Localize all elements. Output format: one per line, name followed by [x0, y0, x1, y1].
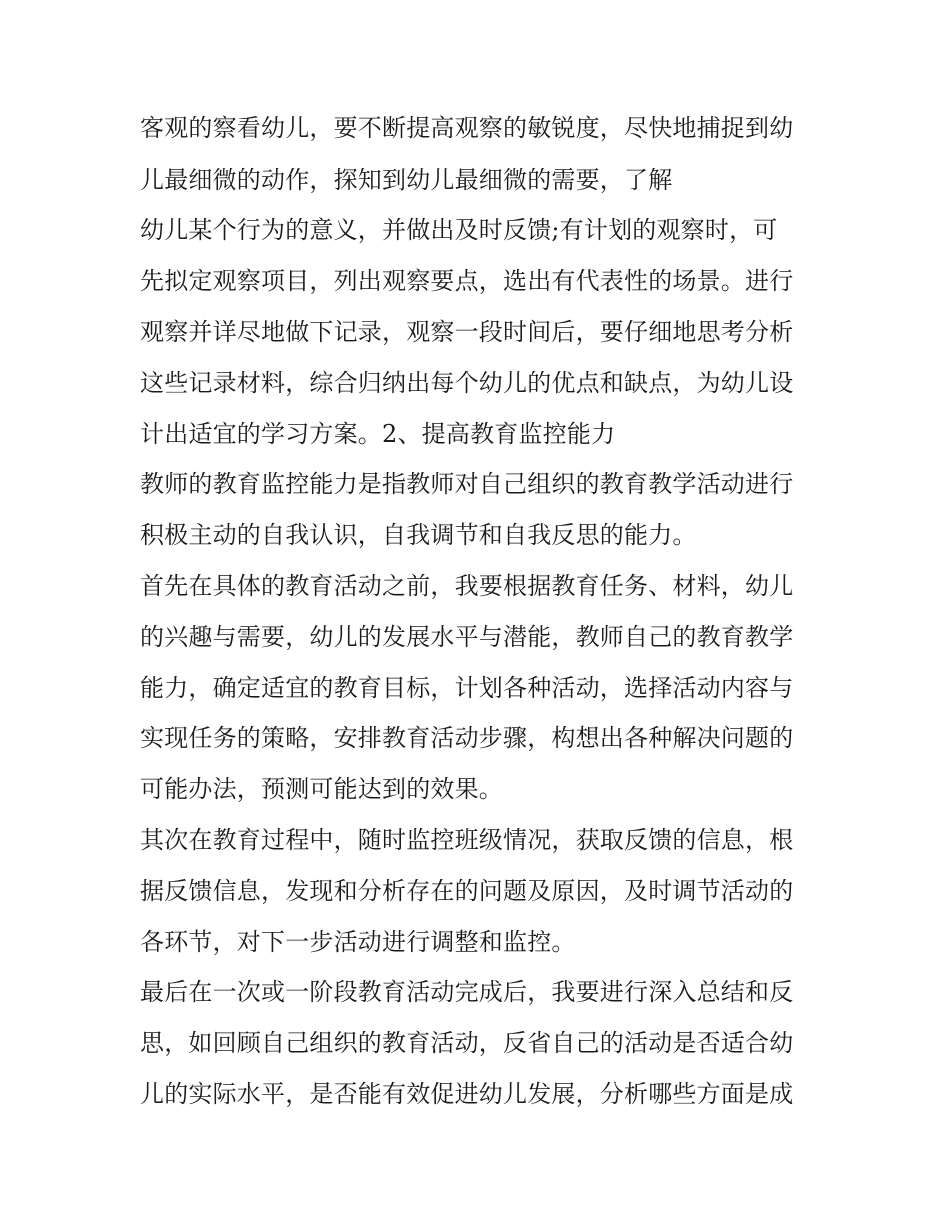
text-line: 这些记录材料，综合归纳出每个幼儿的优点和缺点，为幼儿设 — [140, 369, 794, 397]
text-line: 实现任务的策略，安排教育活动步骤，构想出各种解决问题的 — [140, 724, 794, 752]
text-line: 其次在教育过程中，随时监控班级情况，获取反馈的信息，根 — [140, 826, 794, 854]
text-line: 观察并详尽地做下记录，观察一段时间后，要仔细地思考分析 — [140, 318, 794, 346]
text-line: 可能办法，预测可能达到的效果。 — [140, 775, 503, 803]
text-line: 能力，确定适宜的教育目标，计划各种活动，选择活动内容与 — [140, 674, 794, 702]
text-line: 据反馈信息，发现和分析存在的问题及原因，及时调节活动的 — [140, 877, 794, 905]
text-line: 首先在具体的教育活动之前，我要根据教育任务、材料，幼儿 — [140, 572, 794, 600]
text-line: 积极主动的自我认识，自我调节和自我反思的能力。 — [140, 521, 697, 549]
text-line: 儿的实际水平，是否能有效促进幼儿发展，分析哪些方面是成 — [140, 1080, 794, 1108]
text-line: 最后在一次或一阶段教育活动完成后，我要进行深入总结和反 — [140, 978, 794, 1006]
text-line: 先拟定观察项目，列出观察要点，选出有代表性的场景。进行 — [140, 267, 794, 295]
text-line: 各环节，对下一步活动进行调整和监控。 — [140, 928, 576, 956]
text-line: 幼儿某个行为的意义，并做出及时反馈;有计划的观察时，可 — [140, 216, 778, 244]
text-line: 教师的教育监控能力是指教师对自己组织的教育教学活动进行 — [140, 470, 794, 498]
text-line: 客观的察看幼儿，要不断提高观察的敏锐度，尽快地捕捉到幼 — [140, 114, 794, 142]
text-line: 思，如回顾自己组织的教育活动，反省自己的活动是否适合幼 — [140, 1029, 794, 1057]
text-line: 的兴趣与需要，幼儿的发展水平与潜能，教师自己的教育教学 — [140, 623, 794, 651]
text-line: 儿最细微的动作，探知到幼儿最细微的需要，了解 — [140, 166, 673, 194]
text-line: 计出适宜的学习方案。2、提高教育监控能力 — [140, 420, 616, 448]
